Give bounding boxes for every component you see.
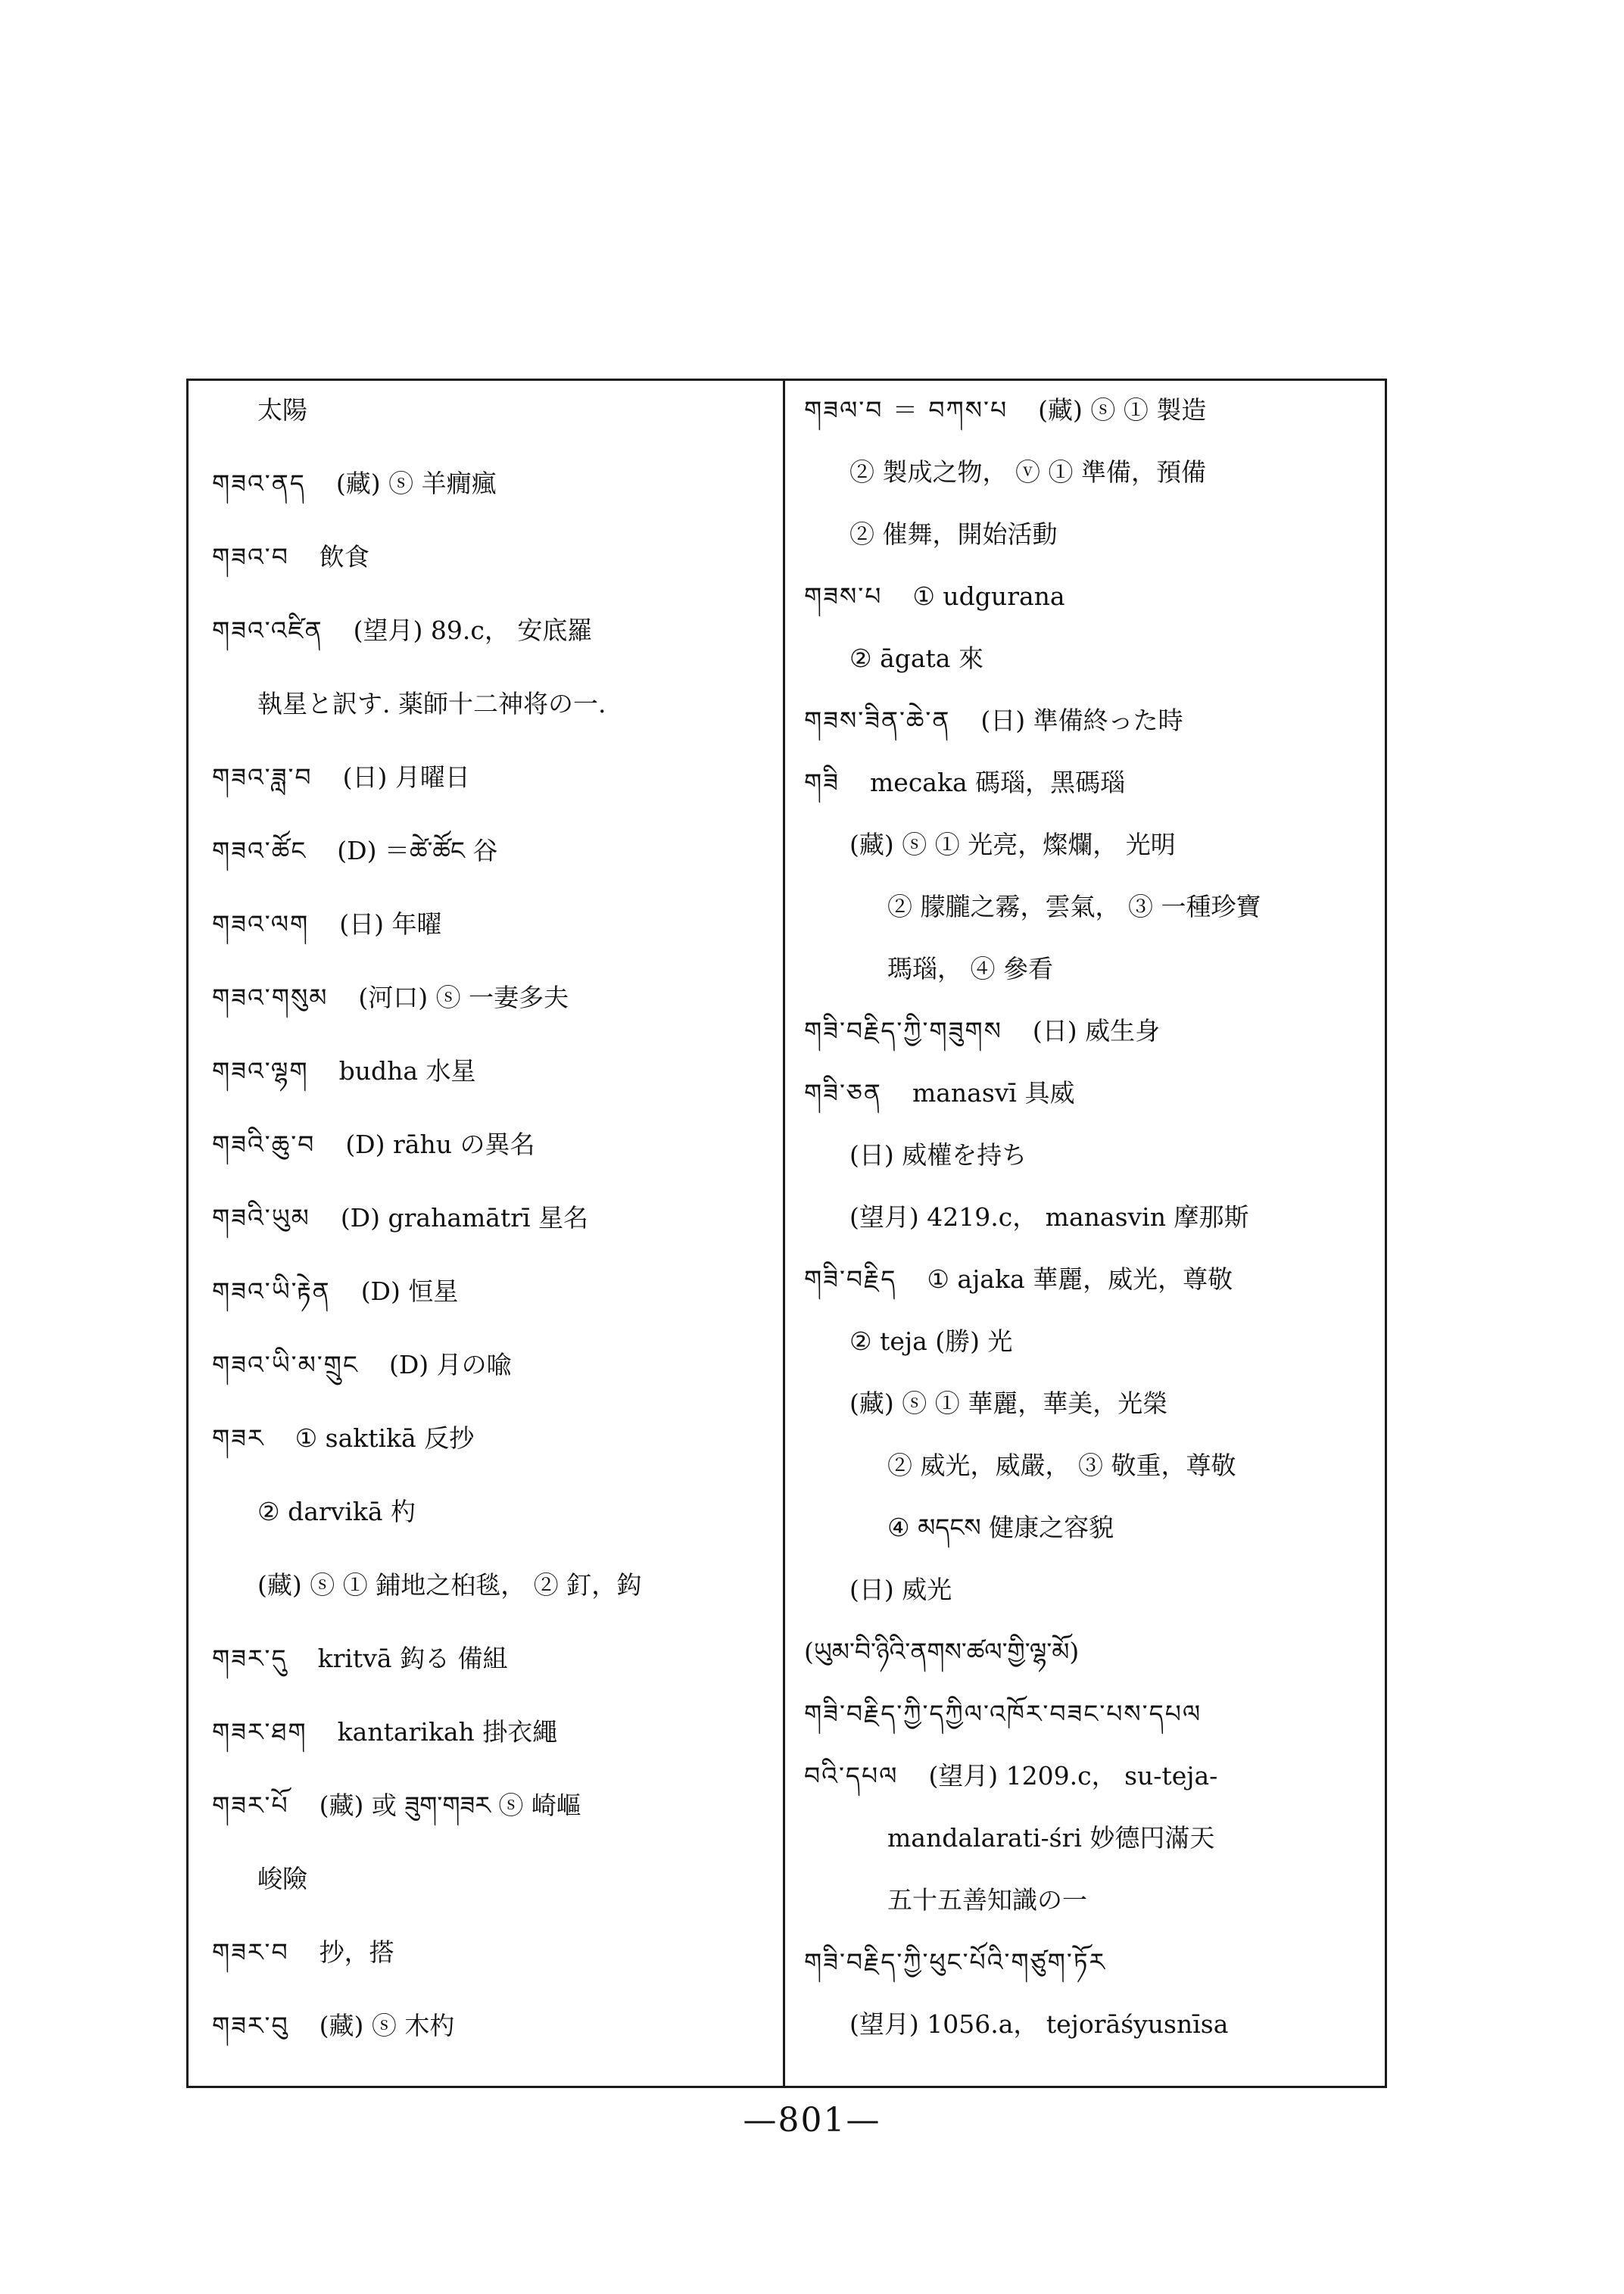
tibetan-headword: གཟའི་ཆུ་བ (212, 1130, 316, 1159)
dictionary-entry (804, 766, 1125, 799)
dictionary-entry (849, 1325, 1013, 1358)
tibetan-headword: གཟར་དུ (212, 1644, 288, 1673)
dictionary-entry (849, 1201, 1248, 1234)
dictionary-entry (887, 890, 1261, 924)
entry-gloss: (日) 年曜 (339, 909, 442, 939)
tibetan-headword: བའི་དཔལ (804, 1761, 899, 1791)
entry-gloss: (日) 威權を持ち (849, 1140, 1027, 1170)
entry-gloss: mecaka 碼瑙，黑碼瑙 (870, 768, 1126, 797)
tibetan-headword: གཟའ་ལག (212, 909, 310, 939)
dictionary-entry (849, 1387, 1167, 1420)
tibetan-headword: གཟའ་ཡི་རྟེན (212, 1276, 331, 1306)
dictionary-entry (212, 1348, 512, 1382)
page-number: —801— (743, 2101, 881, 2140)
dictionary-entry (212, 834, 497, 868)
entry-gloss: (望月) 1056.a， tejorāśyusnīsa (849, 2009, 1229, 2039)
entry-gloss: ① saktikā 反抄 (295, 1423, 475, 1453)
tibetan-headword: གཟི་བརྗིད་ཀྱི་དཀྱིལ་འཁོར་བཟང་པས་དཔལ (804, 1699, 1202, 1728)
dictionary-entry (212, 1055, 476, 1088)
entry-gloss: ① ajaka 華麗，威光，尊敬 (927, 1264, 1233, 1294)
dictionary-entry (804, 1635, 1079, 1669)
entry-gloss: (日) 威生身 (1032, 1016, 1161, 1046)
tibetan-headword: གཟར་ཐག (212, 1717, 307, 1747)
dictionary-entry (257, 1862, 307, 1896)
entry-gloss: (望月) 1209.c， su-teja- (928, 1761, 1218, 1791)
dictionary-entry (212, 981, 569, 1015)
entry-gloss: (藏) ⓢ ① 華麗，華美，光榮 (849, 1389, 1168, 1418)
entry-gloss: (D) rāhu の異名 (345, 1130, 535, 1159)
entry-gloss: ② 朦朧之霧，雲氣， ③ 一種珍寶 (887, 892, 1261, 921)
tibetan-headword: གཟི་བརྗིད (804, 1264, 897, 1294)
dictionary-entry (212, 1128, 535, 1161)
tibetan-headword: གཟར (212, 1423, 265, 1453)
entry-gloss: (河口) ⓢ 一妻多夫 (358, 983, 569, 1012)
dictionary-entry (804, 394, 1206, 427)
dictionary-entry (804, 1946, 1106, 1979)
entry-gloss: (D) grahamātrī 星名 (340, 1203, 589, 1233)
entry-gloss: ② 製成之物， ⓥ ① 準備，預備 (849, 457, 1206, 487)
entry-gloss: 瑪瑙， ④ 參看 (887, 954, 1053, 983)
entry-gloss: (日) 準備終った時 (980, 706, 1183, 735)
tibetan-headword: གཟི་བརྗིད་ཀྱི་གཟུགས (804, 1016, 1002, 1046)
dictionary-entry (212, 1422, 474, 1455)
entry-gloss: kritvā 鈎る 備組 (317, 1644, 508, 1673)
entry-gloss: (D) ＝ཚེ་ཚོང 谷 (337, 836, 498, 865)
entry-gloss: ② 威光，威嚴， ③ 敬重，尊敬 (887, 1451, 1236, 1480)
dictionary-entry (849, 2008, 1228, 2041)
entry-gloss: (日) 月曜日 (342, 762, 470, 792)
entry-gloss: 抄，搭 (319, 1937, 394, 1967)
entry-gloss: (D) 月の喩 (388, 1350, 512, 1379)
dictionary-entry (804, 704, 1183, 737)
entry-gloss: (望月) 4219.c， manasvin 摩那斯 (849, 1202, 1249, 1232)
dictionary-entry (212, 541, 369, 574)
dictionary-entry (849, 1139, 1027, 1172)
dictionary-entry (212, 1936, 394, 1969)
dictionary-entry (212, 1789, 581, 1822)
entry-gloss: 太陽 (257, 395, 307, 425)
entry-gloss: 執星と訳す. 薬師十二神将の一. (257, 689, 606, 718)
entry-gloss: kantarikah 掛衣繩 (337, 1717, 558, 1747)
entry-gloss: manasvī 具威 (912, 1078, 1075, 1108)
dictionary-entry (257, 1495, 416, 1529)
dictionary-entry (257, 687, 606, 721)
dictionary-entry (804, 1697, 1202, 1731)
tibetan-headword: གཟར་པོ (212, 1791, 289, 1820)
dictionary-entry (212, 467, 497, 500)
entry-gloss: (望月) 89.c， 安底羅 (353, 616, 593, 645)
dictionary-entry (212, 2009, 454, 2043)
dictionary-entry (804, 1015, 1160, 1048)
entry-gloss: (藏) ⓢ 羊癇瘋 (335, 469, 497, 498)
entry-gloss: ② āgata 來 (849, 644, 983, 673)
dictionary-entry (887, 1449, 1236, 1482)
tibetan-headword: གཟས་ཟིན་ཆེ་ན (804, 706, 951, 735)
entry-gloss: 五十五善知識の一 (887, 1885, 1087, 1915)
dictionary-entry (849, 642, 983, 675)
tibetan-headword: གཟར་བུ (212, 2011, 289, 2040)
entry-gloss: (藏) 或 ཟུག་གཟར ⓢ 崎嶇 (319, 1791, 581, 1820)
dictionary-entry (887, 1884, 1087, 1917)
dictionary-entry (849, 828, 1176, 862)
dictionary-entry (212, 1716, 557, 1749)
column-divider (783, 379, 785, 2088)
dictionary-entry (212, 614, 592, 647)
tibetan-headword: གཟར་བ (212, 1937, 289, 1967)
dictionary-entry (257, 394, 307, 427)
tibetan-headword: གཟའི་ཡུམ (212, 1203, 310, 1233)
dictionary-entry (887, 1511, 1114, 1544)
entry-gloss: (藏) ⓢ ① 光亮，燦爛， 光明 (849, 830, 1176, 859)
tibetan-headword: གཟས་པ (804, 581, 883, 611)
dictionary-entry (212, 761, 470, 794)
tibetan-headword: གཟའ་འཛིན (212, 616, 323, 645)
entry-gloss: ④ མདངས 健康之容貌 (887, 1513, 1114, 1542)
entry-gloss: (ཡུམ་བི་ཉིའི་ནགས་ཚལ་གྱི་ལྷ་མོ) (804, 1637, 1080, 1666)
dictionary-entry (849, 456, 1206, 489)
dictionary-entry (804, 1759, 1217, 1793)
dictionary-entry (212, 1642, 508, 1675)
dictionary-entry (849, 518, 1058, 551)
entry-gloss: (日) 威光 (849, 1575, 952, 1604)
tibetan-headword: གཟའ་ཟླ་བ (212, 762, 313, 792)
tibetan-headword: གཟི་བརྗིད་ཀྱི་ཕུང་པོའི་གཙུག་ཏོར (804, 1947, 1107, 1977)
dictionary-entry (804, 580, 1065, 613)
dictionary-entry (257, 1569, 641, 1602)
entry-gloss: (藏) ⓢ 木杓 (319, 2011, 455, 2040)
dictionary-entry (804, 1077, 1074, 1110)
tibetan-headword: གཟལ་བ ＝ བཀས་པ (804, 395, 1008, 425)
tibetan-headword: གཟི (804, 768, 840, 797)
dictionary-entry (849, 1573, 952, 1607)
tibetan-headword: གཟི་ཅན (804, 1078, 882, 1108)
dictionary-entry (887, 952, 1053, 986)
entry-gloss: ② darvikā 杓 (257, 1497, 416, 1526)
dictionary-entry (212, 908, 442, 941)
entry-gloss: (D) 恒星 (360, 1276, 459, 1306)
tibetan-headword: གཟའ་གསུམ (212, 983, 329, 1012)
entry-gloss: budha 水星 (338, 1056, 476, 1086)
entry-gloss: mandalarati-śri 妙德円滿天 (887, 1823, 1215, 1853)
dictionary-entry (887, 1822, 1214, 1855)
entry-gloss: ② 催舞，開始活動 (849, 519, 1058, 549)
dictionary-entry (804, 1263, 1233, 1296)
entry-gloss: ② teja (勝) 光 (849, 1326, 1013, 1356)
entry-gloss: ① udgurana (912, 581, 1065, 611)
tibetan-headword: གཟའ་ལྷག (212, 1056, 309, 1086)
dictionary-entry (212, 1202, 588, 1235)
entry-gloss: 飲食 (319, 542, 369, 572)
dictionary-entry (212, 1275, 458, 1308)
entry-gloss: (藏) ⓢ ① 製造 (1038, 395, 1207, 425)
tibetan-headword: གཟའ་ཡི་མ་གྲུང (212, 1350, 359, 1379)
tibetan-headword: གཟའ་བ (212, 542, 289, 572)
entry-gloss: (藏) ⓢ ① 鋪地之桕毯， ② 釘，鈎 (257, 1570, 642, 1600)
entry-gloss: 峻險 (257, 1864, 307, 1893)
tibetan-headword: གཟའ་ཚོང (212, 836, 307, 865)
tibetan-headword: གཟའ་ནད (212, 469, 306, 498)
